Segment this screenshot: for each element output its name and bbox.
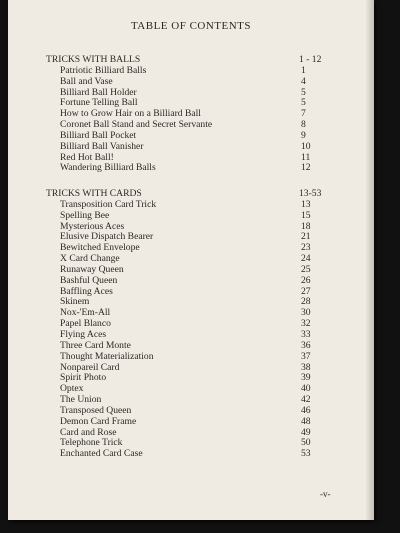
toc-entry-title: The Union (60, 394, 102, 406)
toc-entry-page: 23 (301, 242, 311, 254)
toc-entry-title: Papel Blanco (60, 318, 111, 330)
toc-entry-title: Flying Aces (60, 328, 107, 340)
toc-entry-title: Demon Card Frame (60, 415, 137, 427)
toc-entry-title: Ball and Vase (60, 75, 113, 87)
toc-entry-page: 5 (301, 97, 306, 109)
toc-entry-page: 21 (301, 231, 311, 243)
toc-entry-page: 48 (301, 415, 311, 427)
section-tricks-with-cards (46, 189, 336, 460)
toc-entry (46, 142, 336, 153)
section-heading: TRICKS WITH BALLS (46, 54, 141, 65)
toc-entry (46, 352, 336, 363)
toc-entry-title: Telephone Trick (60, 437, 123, 449)
toc-entry-title: Billiard Ball Holder (60, 86, 137, 98)
toc-entry-title: X Card Change (60, 253, 120, 265)
toc-entry-page: 8 (301, 119, 306, 131)
toc-entry-page: 50 (301, 437, 311, 449)
toc-entry-title: Mysterious Aces (60, 220, 125, 232)
toc-entry-page: 49 (301, 426, 311, 438)
toc-entry (46, 77, 336, 88)
toc-entry-page: 28 (301, 296, 311, 308)
toc-entry-page: 9 (301, 129, 306, 141)
toc-entry (46, 163, 336, 174)
toc-entry-title: Patriotic Billiard Balls (60, 64, 147, 76)
toc-entry (46, 276, 336, 287)
toc-entry-page: 18 (301, 220, 311, 232)
toc-entry-title: Transposition Card Trick (60, 198, 157, 210)
toc-entry-page: 46 (301, 404, 311, 416)
section-tricks-with-balls (46, 55, 336, 174)
toc-entry (46, 449, 336, 460)
toc-entry-page: 30 (301, 307, 311, 319)
toc-entry-title: Billiard Ball Vanisher (60, 140, 144, 152)
book-page (8, 0, 374, 520)
toc-entry-title: Spirit Photo (60, 372, 107, 384)
toc-entry-page: 25 (301, 263, 311, 275)
toc-entry-page: 38 (301, 361, 311, 373)
toc-entry-page: 40 (301, 383, 311, 395)
section-heading: TRICKS WITH CARDS (46, 188, 142, 199)
toc-entry-page: 27 (301, 285, 311, 297)
toc-entry-page: 13 (301, 198, 311, 210)
toc-entry-page: 37 (301, 350, 311, 362)
toc-entry-title: Enchanted Card Case (60, 448, 143, 460)
toc-entry (46, 373, 336, 384)
toc-entry-page: 26 (301, 274, 311, 286)
toc-entry-page: 12 (301, 162, 311, 174)
toc-entry-page: 53 (301, 448, 311, 460)
toc-entry-title: Bewitched Envelope (60, 242, 140, 254)
toc-entry-page: 7 (301, 108, 306, 120)
toc-entry-title: Spelling Bee (60, 209, 110, 221)
toc-entry-page: 42 (301, 394, 311, 406)
toc-entry-title: Optex (60, 383, 84, 395)
toc-entry-title: Wandering Billiard Balls (60, 162, 156, 174)
toc-entry-page: 10 (301, 140, 311, 152)
toc-entry-page: 5 (301, 86, 306, 98)
toc-entry-title: Nox-'Em-All (60, 307, 111, 319)
toc-entry (46, 211, 336, 222)
toc-entry-title: Baffling Aces (60, 285, 113, 297)
toc-entry-page: 1 (301, 64, 306, 76)
toc-entry-title: Elusive Dispatch Bearer (60, 231, 154, 243)
toc-entry-title: Skinem (60, 296, 90, 308)
toc-entry-title: Fortune Telling Ball (60, 97, 138, 109)
toc-entry-title: Billiard Ball Pocket (60, 129, 137, 141)
toc-entry-title: How to Grow Hair on a Billiard Ball (60, 108, 201, 120)
toc-entry-title: Thought Materialization (60, 350, 154, 362)
toc-entry-page: 33 (301, 328, 311, 340)
toc-entry-page: 39 (301, 372, 311, 384)
toc-entry-page: 15 (301, 209, 311, 221)
page-title: TABLE OF CONTENTS (130, 20, 252, 32)
toc-entry (46, 287, 336, 298)
page-fold-shadow (366, 0, 374, 520)
toc-entry-title: Nonpareil Card (60, 361, 120, 373)
toc-entry-page: 32 (301, 318, 311, 330)
toc-entry-title: Runaway Queen (60, 263, 124, 275)
toc-entry-title: Three Card Monte (60, 339, 131, 351)
toc-entry-title: Transposed Queen (60, 404, 132, 416)
toc-entry-title: Coronet Ball Stand and Secret Servante (60, 119, 213, 131)
page-number-footer: -v- (320, 489, 331, 499)
toc-entry-title: Red Hot Ball! (60, 151, 114, 163)
section-page-range: 1 - 12 (299, 54, 322, 65)
toc-entry-page: 11 (301, 151, 311, 163)
toc-entry-page: 4 (301, 75, 306, 87)
toc-entry-page: 36 (301, 339, 311, 351)
toc-entry (46, 417, 336, 428)
toc-entry-page: 24 (301, 253, 311, 265)
toc-entry-title: Bashful Queen (60, 274, 118, 286)
toc-entry-title: Card and Rose (60, 426, 117, 438)
section-page-range: 13-53 (299, 188, 322, 199)
